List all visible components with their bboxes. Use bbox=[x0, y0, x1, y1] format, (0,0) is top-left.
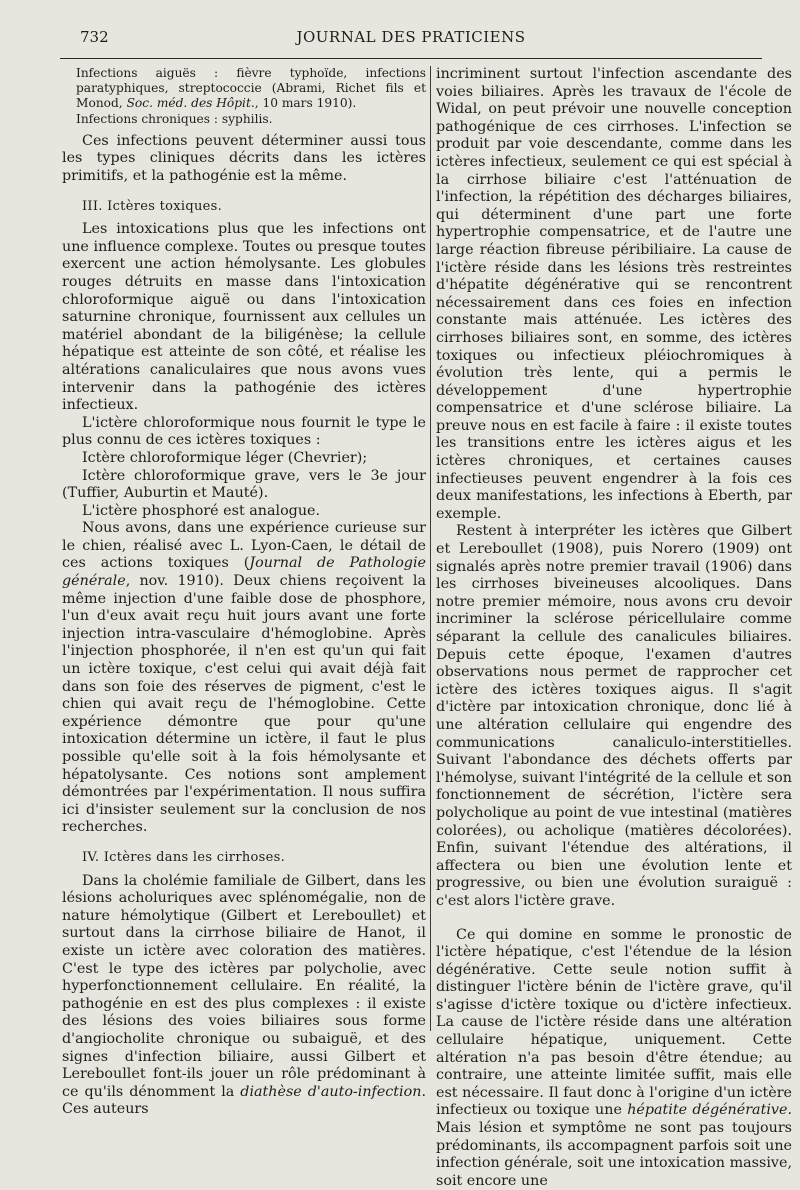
paragraph: Dans la cholémie familiale de Gilbert, dans les lésions acholuriques avec splénomégalie, non de nature hémolytique (Gilbert et Lereboullet) et surtout dans la cirrhose biliaire de Hanot, il existe un ictère avec coloration des matières. C'est le type des ictères par polycholie, avec hyperfonctionnement cellulaire. En réalité, la pathogénie en est des plus complexes : il existe des lésions des voies biliaires sous forme d'angiocholite chronique ou subaiguë, et des signes d'infection biliaire, aussi Gilbert et Lereboullet font-ils jouer un rôle prédominant à ce qu'ils dénomment la diathèse d'auto-infection. Ces auteurs bbox=[62, 873, 426, 1119]
paragraph: Ce qui domine en somme le pronostic de l'ictère hépatique, c'est l'étendue de la lésion dégénérative. Cette seule notion suffit à distinguer l'ictère bénin de l'ictère grave, qu'il s'agisse d'ictère toxique ou d'ictère infectieux. La cause de l'ictère réside dans une altération cellulaire hépatique, uniquement. Cette altération n'a pas besoin d'être étendue; au contraire, une atteinte limitée suffit, mais elle est nécessaire. Il faut donc à l'origine d'un ictère infectieux ou toxique une hépatite dégénérative. Mais lésion et symptôme ne sont pas toujours prédominants, ils accompagnent parfois soit une infection générale, soit une intoxication massive, soit encore une bbox=[436, 927, 792, 1190]
paragraph: Ces infections peuvent déterminer aussi tous les types cliniques décrits dans les ictères primitifs, et la pathogénie est la même. bbox=[62, 133, 426, 186]
left-column bbox=[62, 66, 426, 1119]
column-divider bbox=[430, 66, 431, 1031]
infection-notes bbox=[62, 66, 426, 127]
header-rule bbox=[60, 58, 762, 59]
paragraph: L'ictère chloroformique nous fournit le type le plus connu de ces ictères toxiques : bbox=[62, 415, 426, 450]
right-column bbox=[436, 66, 792, 1190]
note-acute-infections: Infections aiguës : fièvre typhoïde, infections paratyphiques, streptococcie (Abrami, Richet fils et Monod, Soc. méd. des Hôpit., 10 mars 1910). bbox=[62, 66, 426, 112]
page-header bbox=[60, 28, 762, 52]
journal-title: JOURNAL DES PRATICIENS bbox=[60, 28, 762, 46]
section-heading-toxic: III. Ictères toxiques. bbox=[62, 198, 426, 216]
page-number: 732 bbox=[80, 28, 109, 46]
paragraph: L'ictère phosphoré est analogue. bbox=[62, 503, 426, 521]
section-heading-cirrhoses: IV. Ictères dans les cirrhoses. bbox=[62, 849, 426, 867]
paragraph: Nous avons, dans une expérience curieuse sur le chien, réalisé avec L. Lyon-Caen, le détail de ces actions toxiques (Journal de Pathologie générale, nov. 1910). Deux chiens reçoivent la même injection d'une faible dose de phosphore, l'un d'eux avait reçu huit jours avant une forte injection intra-vasculaire d'hémoglobine. Après l'injection phosphorée, il n'en est qu'un qui fait un ictère toxique, c'est celui qui avait déjà fait dans son foie des réserves de pigment, c'est le chien qui avait reçu de l'hémoglobine. Cette expérience démontre que pour qu'une intoxication détermine un ictère, il faut le plus possible qu'elle soit à la fois hémolysante et hépatolysante. Ces notions sont amplement démontrées par l'expérimentation. Il nous suffira ici d'insister seulement sur la conclusion de nos recherches. bbox=[62, 520, 426, 837]
paragraph: Ictère chloroformique grave, vers le 3e jour (Tuffier, Auburtin et Mauté). bbox=[62, 468, 426, 503]
paragraph: incriminent surtout l'infection ascendante des voies biliaires. Après les travaux de l'école de Widal, on peut prévoir une nouvelle conception pathogénique de ces cirrhoses. L'infection se produit par voie descendante, comme dans les ictères infectieux, seulement ce qui est spécial à la cirrhose biliaire c'est l'atténuation de l'infection, la répétition des décharges biliaires, qui déterminent d'une part une forte hypertrophie compensatrice, et de l'autre une large réaction fibreuse péribiliaire. La cause de l'ictère réside dans les lésions très restreintes d'hépatite dégénérative qui se rencontrent nécessairement dans ces foies en infection constante mais atténuée. Les ictères des cirrhoses biliaires sont, en somme, des ictères toxiques ou infectieux pléiochromiques à évolution très lente, qui a permis le développement d'une hypertrophie compensatrice et d'une sclérose biliaire. La preuve nous en est facile à faire : il existe toutes les transitions entre les ictères aigus et les ictères chroniques, et certaines causes infectieuses peuvent engendrer à la fois ces deux manifestations, les infections à Eberth, par exemple. bbox=[436, 66, 792, 523]
note-chronic-infections: Infections chroniques : syphilis. bbox=[62, 112, 426, 127]
paragraph: Les intoxications plus que les infections ont une influence complexe. Toutes ou presque toutes exercent une action hémolysante. Les globules rouges détruits en masse dans l'intoxication chloroformique aiguë ou dans l'intoxication saturnine chronique, fournissent aux cellules un matériel abondant de la biligénèse; la cellule hépatique est atteinte de son côté, et réalise les altérations canaliculaires que nous avons vues intervenir dans la pathogénie des ictères infectieux. bbox=[62, 221, 426, 415]
paragraph: Restent à interpréter les ictères que Gilbert et Lereboullet (1908), puis Norero (1909) ont signalés après notre premier travail (1906) dans les cirrhoses biveineuses alcooliques. Dans notre premier mémoire, nous avons cru devoir incriminer la sclérose péricellulaire comme séparant la cellule des canalicules biliaires. Depuis cette époque, l'examen d'autres observations nous permet de rapprocher cet ictère des ictères toxiques aigus. Il s'agit d'ictère par intoxication chronique, donc lié à une altération cellulaire qui engendre des communications canaliculo-interstitielles. Suivant l'abondance des déchets offerts par l'hémolyse, suivant l'intégrité de la cellule et son fonctionnement de sécrétion, l'ictère sera polycholique au point de vue intestinal (matières colorées), ou acholique (matières décolorées). Enfin, suivant l'étendue des altérations, il affectera ou bien une évolution lente et progressive, ou bien une évolution suraiguë : c'est alors l'ictère grave. bbox=[436, 523, 792, 910]
paragraph: Ictère chloroformique léger (Chevrier); bbox=[62, 450, 426, 468]
